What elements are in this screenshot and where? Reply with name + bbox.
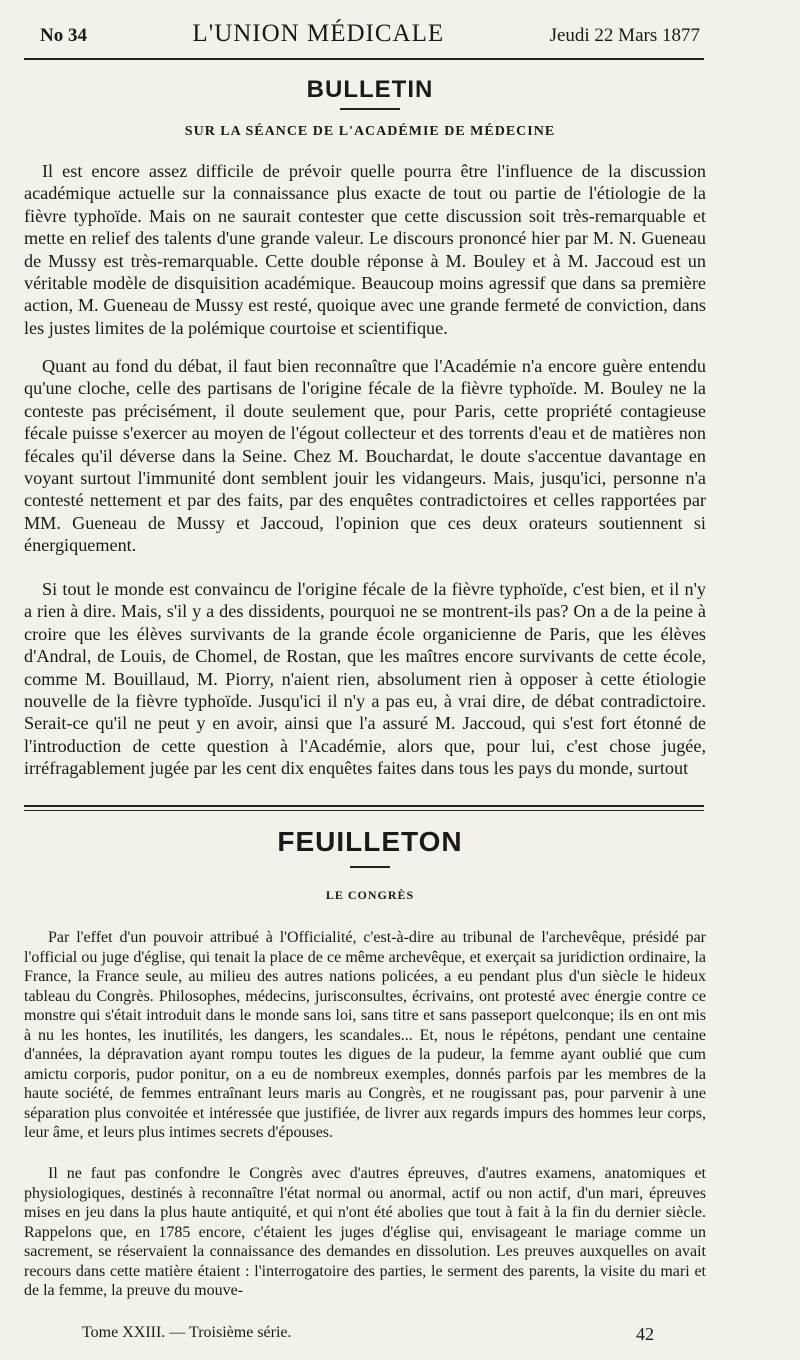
page-number: 42 (636, 1324, 654, 1344)
feuilleton-title-rule (350, 866, 390, 868)
bulletin-paragraph-3: Si tout le monde est convaincu de l'origine fécale de la fièvre typhoïde, c'est bien, et il n'y a rien à dire. Mais, s'il y a des dissidents, pourquoi ne se montrent-ils pas? On a de la peine à croire que les élèves survivants de la grande école organicienne de Paris, que les élèves d'Andral, de Louis, de Chomel, de Rostan, que les maîtres encore survivants de cette école, comme M. Bouillaud, M. Piorry, n'aient rien, absolument rien à opposer à cette étiologie nouvelle de la fièvre typhoïde. Jusqu'ici il n'y a pas eu, à vrai dire, de débat contradictoire. Serait-ce qu'il ne peut y en avoir, ainsi que l'a assuré M. Jaccoud, qui s'est fort étonné de l'introduction de cette question à l'Académie, alors que, pour lui, c'est chose jugée, irréfragablement jugée par les cent dix enquêtes faites dans tous les pays du monde, surtout (24, 579, 706, 779)
section-double-rule-top (24, 805, 704, 807)
journal-title: L'UNION MÉDICALE (192, 20, 445, 47)
feuilleton-title: FEUILLETON (277, 826, 463, 857)
bulletin-title: BULLETIN (306, 76, 434, 103)
section-double-rule-bottom (24, 810, 704, 811)
bulletin-subtitle: SUR LA SÉANCE DE L'ACADÉMIE DE MÉDECINE (184, 124, 556, 139)
feuilleton-paragraph-1: Par l'effet d'un pouvoir attribué à l'Officialité, c'est-à-dire au tribunal de l'archevêque, présidé par l'official ou juge d'église, qui tenait la place de ce même archevêque, et exerçait sa juridiction ordinaire, la France, la France seule, au milieu des autres nations policées, a eu pendant plus d'un siècle le hideux tableau du Congrès. Philosophes, médecins, jurisconsultes, écrivains, ont protesté avec énergie contre ce monstre qui s'était introduit dans le monde sans loi, sans titre et sans passeport quelconque; ils en ont mis à nu les hontes, les inutilités, les dangers, les scandales... Et, nous le répétons, pendant une centaine d'années, la dépravation ayant rompu toutes les digues de la pudeur, la femme ayant oublié que cum amictu corporis, pudor ponitur, on a eu de nombreux exemples, donnés parfois par les membres de la haute société, de femmes entraînant leurs maris au Congrès, et ne rougissant pas, pour parvenir à une séparation plus convoitée et intéressée que justifiée, de livrer aux regards impurs des hommes leur corps, leur âme, et leurs plus intimes secrets d'épouses. (24, 929, 706, 1141)
bulletin-paragraph-2: Quant au fond du débat, il faut bien reconnaître que l'Académie n'a encore guère entendu qu'une cloche, celle des partisans de l'origine fécale de la fièvre typhoïde. M. Bouley ne la conteste pas précisément, il doute seulement que, pour Paris, cette propriété contagieuse fécale puisse s'exercer au moyen de l'égout collecteur et des torrents d'eau et de matières non fécales qu'il déverse dans la Seine. Chez M. Bouchardat, le doute s'accentue davantage en voyant surtout l'immunité dont semblent jouir les vidangeurs. Mais, jusqu'ici, personne n'a contesté nettement et par des faits, par des enquêtes contradictoires et celles rapportées par MM. Gueneau de Mussy et Jaccoud, l'opinion que ces deux orateurs soutiennent si énergiquement. (24, 356, 706, 556)
header-rule (24, 58, 704, 60)
feuilleton-paragraph-2: Il ne faut pas confondre le Congrès avec d'autres épreuves, d'autres examens, anatomiques et physiologiques, destinés à reconnaître l'état normal ou anormal, actif ou non actif, d'un mari, épreuves mises en jeu dans la plus haute antiquité, et qui n'ont été abolies que tout à fait à la fin du dernier siècle. Rappelons que, en 1785 encore, c'étaient les juges d'église qui, envisageant le mariage comme un sacrement, se réservaient la connaissance des demandes en dissolution. Les preuves auxquelles on avait recours dans cette matière étaient : l'interrogatoire des parties, le serment des parents, la visite du mari et de la femme, la preuve du mouve- (24, 1165, 706, 1299)
page-footer (82, 1324, 654, 1345)
volume-line: Tome XXIII. — Troisième série. (82, 1324, 292, 1341)
issue-date: Jeudi 22 Mars 1877 (549, 25, 700, 46)
feuilleton-subtitle: LE CONGRÈS (325, 888, 415, 902)
page-header (40, 20, 700, 52)
bulletin-title-rule (340, 108, 400, 110)
issue-number: No 34 (40, 25, 87, 46)
bulletin-paragraph-1: Il est encore assez difficile de prévoir quelle pourra être l'influence de la discussion académique actuelle sur la connaissance plus exacte de tout ou partie de l'étiologie de la fièvre typhoïde. Mais on ne saurait contester que cette discussion soit très-remarquable et mette en relief des talents d'une grande valeur. Le discours prononcé hier par M. N. Gueneau de Mussy est très-remarquable. Cette double réponse à M. Bouley et à M. Jaccoud est un véritable modèle de disquisition académique. Beaucoup moins agressif que dans sa première action, M. Gueneau de Mussy est resté, quoique avec une grande fermeté de conviction, dans les justes limites de la polémique courtoise et scientifique. (24, 161, 706, 338)
